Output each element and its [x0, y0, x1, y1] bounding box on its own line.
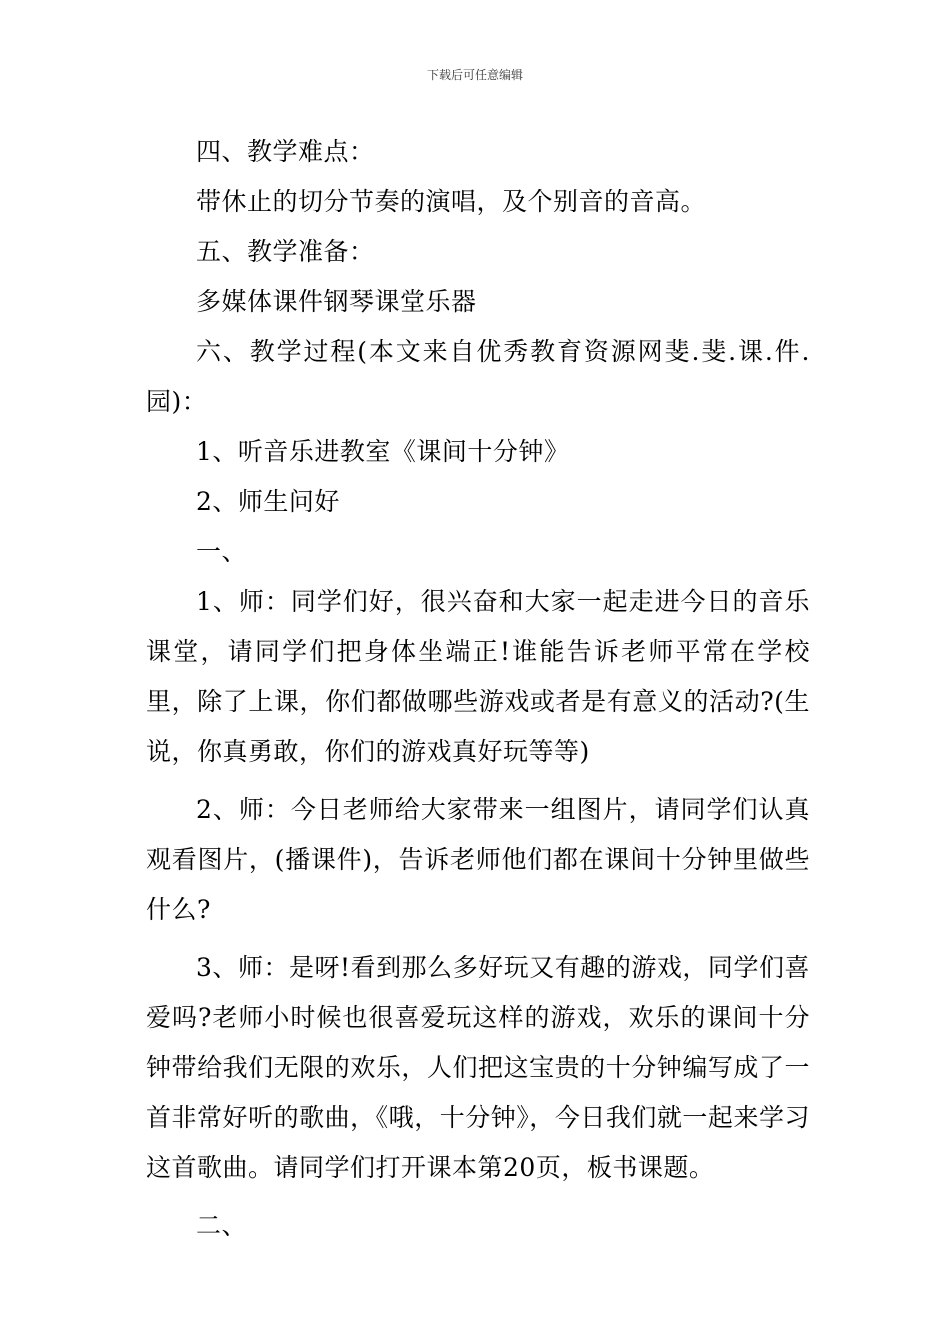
paragraph-teacher-2: 2、师：今日老师给大家带来一组图片，请同学们认真观看图片，(播课件)，告诉老师他们都在课间十分钟里做些什么? — [146, 795, 810, 924]
paragraph-step-1: 1、听音乐进教室《课间十分钟》 — [196, 437, 570, 466]
paragraph-preparation-heading: 五、教学准备： — [196, 237, 375, 266]
header-note: 下载后可任意编辑 — [426, 68, 523, 82]
paragraph-difficulty-heading: 四、教学难点： — [196, 137, 375, 166]
paragraph-step-2: 2、师生问好 — [196, 487, 340, 516]
paragraph-difficulty-text: 带休止的切分节奏的演唱，及个别音的音高。 — [196, 187, 707, 216]
paragraph-preparation-text: 多媒体课件钢琴课堂乐器 — [196, 287, 477, 316]
paragraph-teacher-3: 3、师：是呀!看到那么多好玩又有趣的游戏，同学们喜爱吗?老师小时候也很喜爱玩这样的游戏，欢乐的课间十分钟带给我们无限的欢乐，人们把这宝贵的十分钟编写成了一首非常好听的歌曲，《哦，十分钟》，今日我们就一起来学习这首歌曲。请同学们打开课本第20页，板书课题。 — [146, 953, 810, 1182]
document-body — [146, 127, 810, 1251]
paragraph-process-heading: 六、教学过程(本文来自优秀教育资源网斐.斐.课.件.园)： — [146, 337, 810, 416]
paragraph-section-one: 一、 — [196, 537, 248, 566]
paragraph-section-two: 二、 — [196, 1211, 248, 1240]
paragraph-teacher-1: 1、师：同学们好，很兴奋和大家一起走进今日的音乐课堂，请同学们把身体坐端正!谁能告诉老师平常在学校里，除了上课，你们都做哪些游戏或者是有意义的活动?(生说，你真勇敢，你们的游戏真好玩等等) — [146, 587, 810, 766]
